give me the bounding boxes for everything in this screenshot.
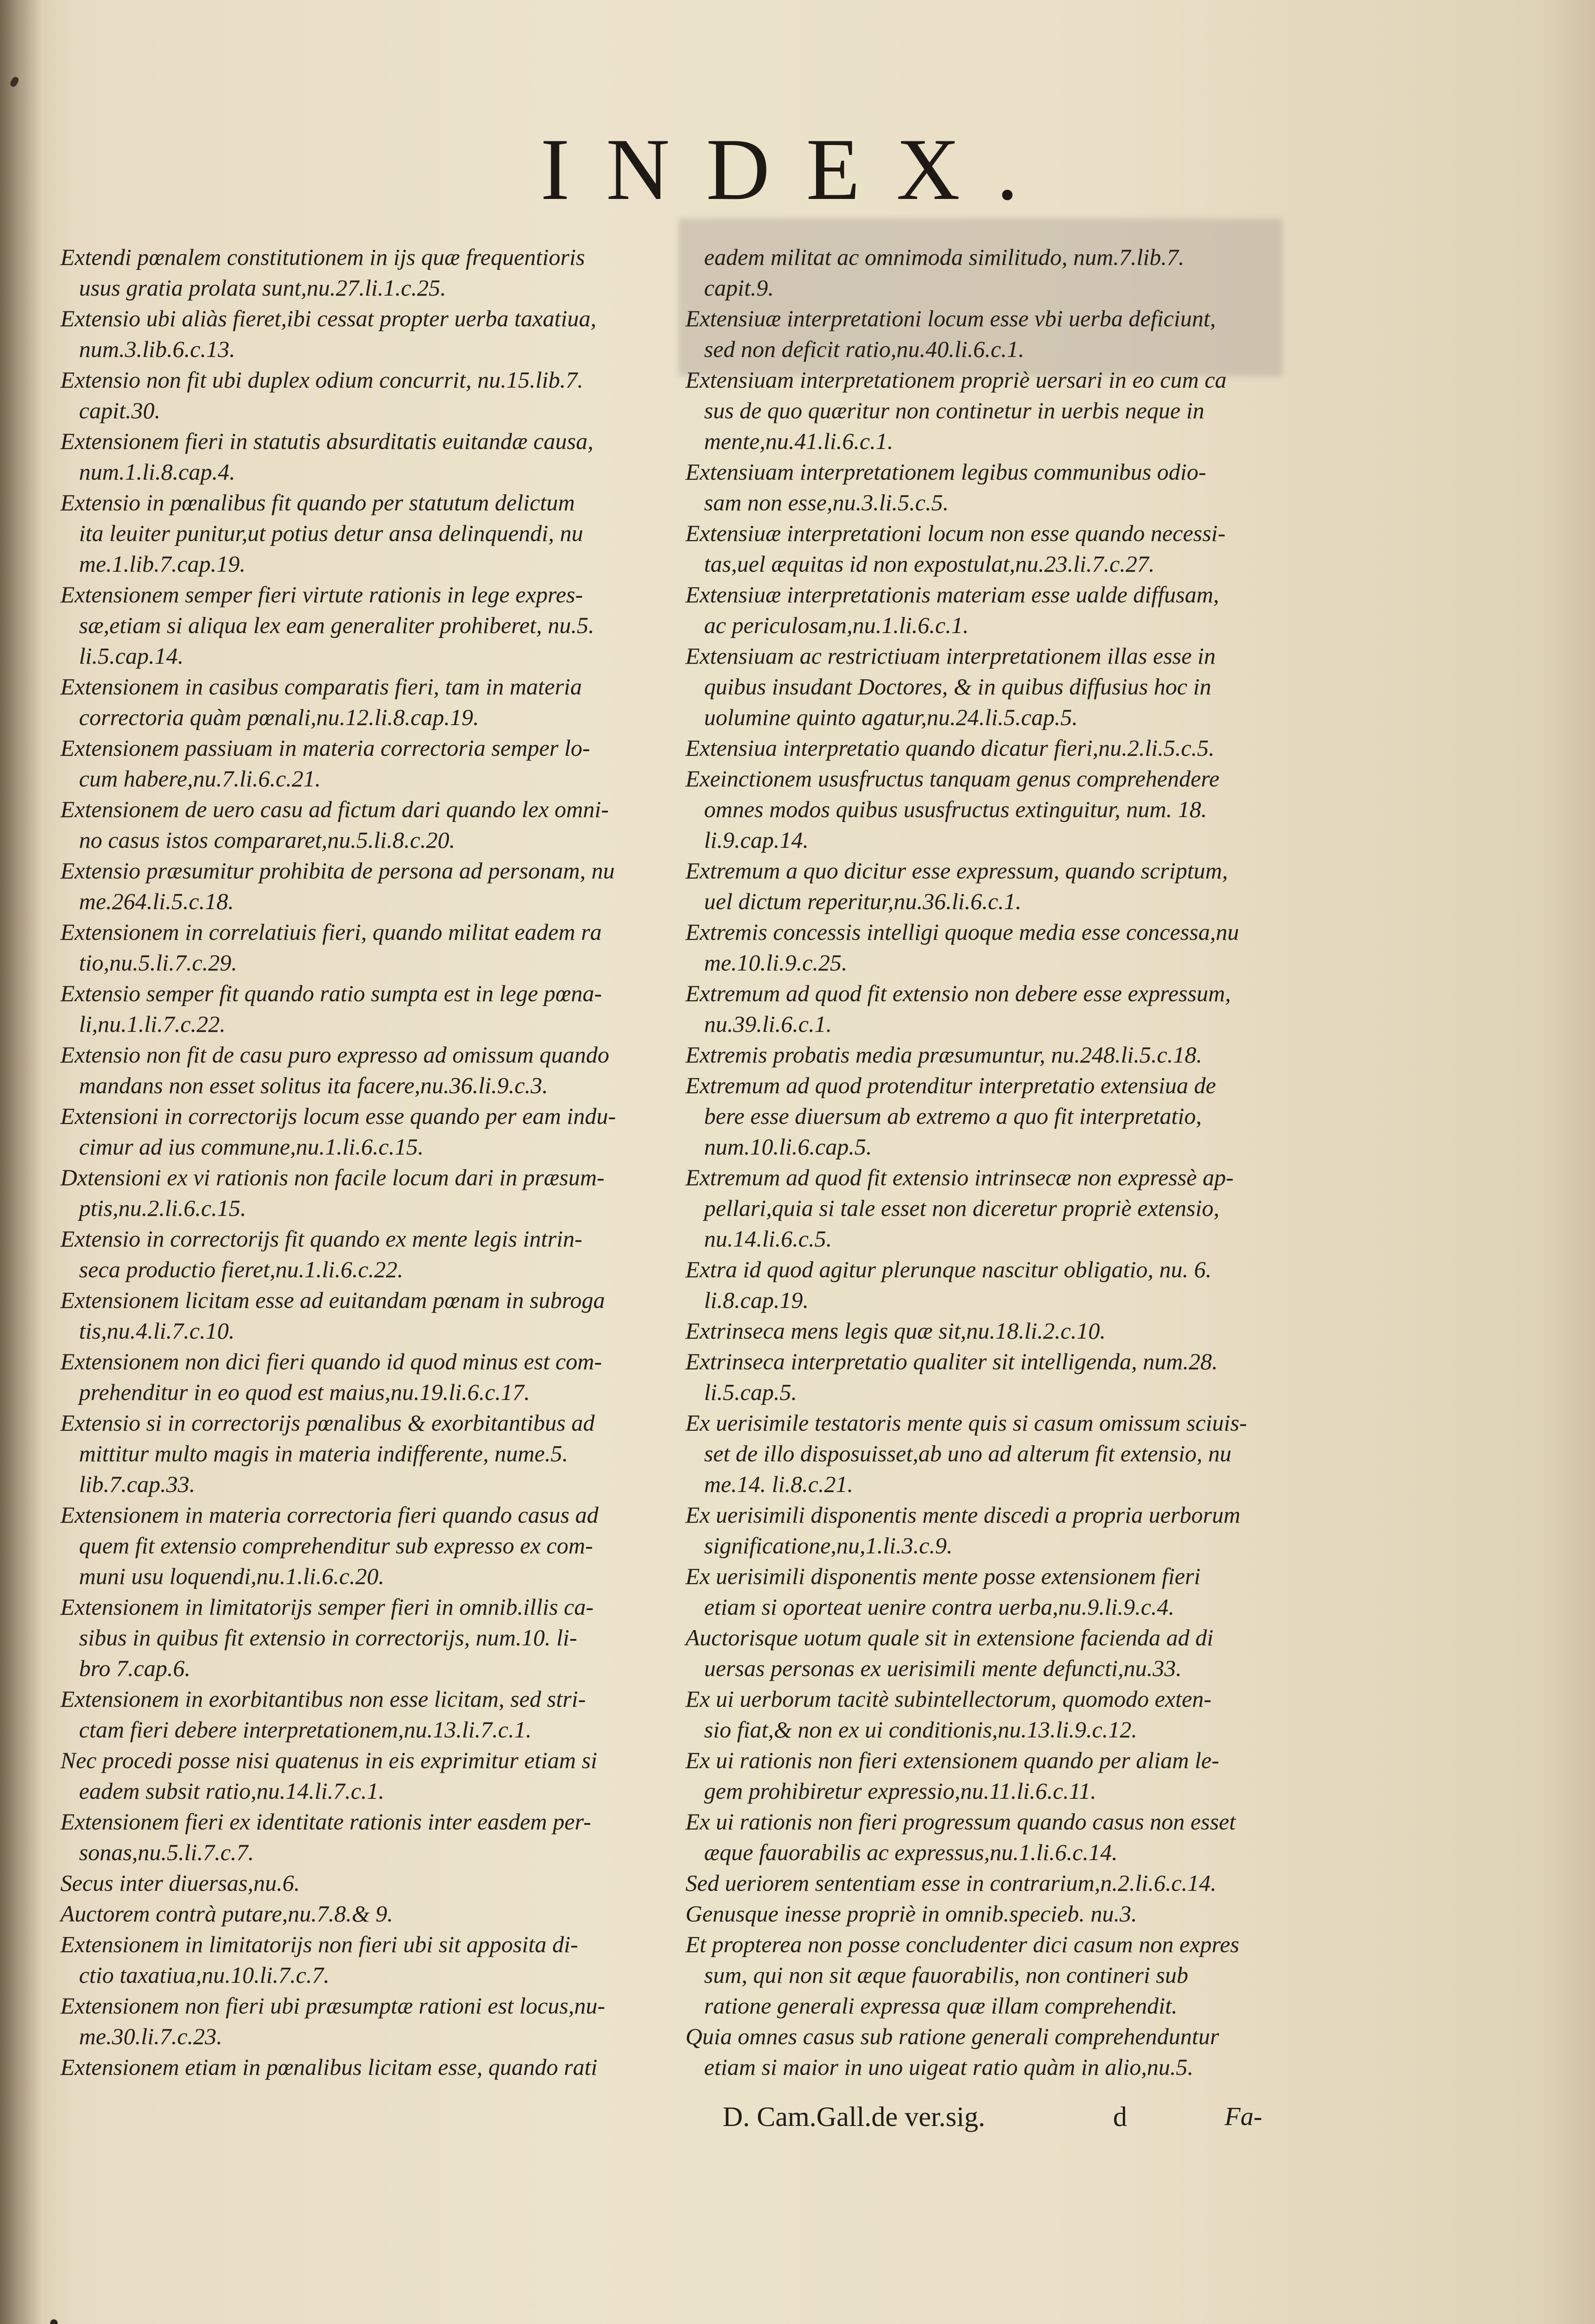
index-line: me.30.li.7.c.23. <box>79 2023 223 2049</box>
index-line: me.10.li.9.c.25. <box>704 950 848 976</box>
index-line: nu.39.li.6.c.1. <box>704 1011 832 1037</box>
index-line: Extensionem fieri ex identitate rationis inter easdem per- <box>60 1809 591 1835</box>
index-line: Ex ui uerborum tacitè subintellectorum, quomodo exten- <box>685 1686 1212 1712</box>
index-line: Sed ueriorem sententiam esse in contrarium,n.2.li.6.c.14. <box>685 1870 1217 1896</box>
page-gutter-shadow <box>0 0 42 2324</box>
index-line: Secus inter diuersas,nu.6. <box>60 1870 300 1896</box>
index-line: Extensio præsumitur prohibita de persona ad personam, nu <box>60 858 615 884</box>
index-line: Extremum a quo dicitur esse expressum, quando scriptum, <box>685 858 1228 884</box>
index-line: Extremum ad quod protenditur interpretatio extensiua de <box>685 1072 1216 1098</box>
index-line: lib.7.cap.33. <box>79 1471 195 1497</box>
index-line: li.9.cap.14. <box>704 827 809 853</box>
index-line: sed non deficit ratio,nu.40.li.6.c.1. <box>704 336 1024 362</box>
index-line: Extra id quod agitur plerunque nascitur obligatio, nu. 6. <box>685 1256 1212 1282</box>
index-line: Exeinctionem ususfructus tanquam genus comprehendere <box>685 766 1219 792</box>
index-line: Extensionem in exorbitantibus non esse licitam, sed stri- <box>60 1686 586 1712</box>
index-line: Extensioni in correctorijs locum esse quando per eam indu- <box>60 1103 616 1129</box>
index-line: quibus insudant Doctores, & in quibus diffusius hoc in <box>704 673 1212 700</box>
index-line: me.264.li.5.c.18. <box>79 888 234 914</box>
index-line: Extensionem passiuam in materia correctoria semper lo- <box>60 735 590 761</box>
index-line: Ex uerisimile testatoris mente quis si casum omissum sciuis- <box>685 1410 1247 1436</box>
index-line: li.5.cap.5. <box>704 1379 797 1405</box>
index-line: pellari,quia si tale esset non diceretur propriè extensio, <box>704 1195 1219 1221</box>
index-line: tis,nu.4.li.7.c.10. <box>79 1318 235 1344</box>
index-line: æque fauorabilis ac expressus,nu.1.li.6.c.14. <box>704 1839 1118 1865</box>
signature-line: D. Cam.Gall.de ver.sig. <box>723 2101 985 2132</box>
catchword: Fa- <box>1225 2102 1262 2131</box>
index-line: sæ,etiam si aliqua lex eam generaliter prohiberet, nu.5. <box>79 612 594 638</box>
index-line: Extremum ad quod fit extensio non debere esse expressum, <box>685 980 1231 1006</box>
index-line: Extensiuæ interpretationi locum esse vbi uerba deficiunt, <box>685 305 1216 331</box>
index-line: Auctorisque uotum quale sit in extensione facienda ad di <box>685 1624 1213 1651</box>
index-line: tas,uel æquitas id non expostulat,nu.23.li.7.c.27. <box>704 551 1155 577</box>
index-line: Extensionem in limitatorijs non fieri ubi sit apposita di- <box>60 1931 578 1957</box>
index-line: Extensionem in materia correctoria fieri quando casus ad <box>60 1502 599 1528</box>
index-line: Extensio in correctorijs fit quando ex mente legis intrin- <box>60 1226 582 1252</box>
index-line: cimur ad ius commune,nu.1.li.6.c.15. <box>79 1134 424 1160</box>
index-line: no casus istos compararet,nu.5.li.8.c.20. <box>79 827 455 853</box>
index-line: bere esse diuersum ab extremo a quo fit interpretatio, <box>704 1103 1202 1129</box>
index-line: Extensionem semper fieri virtute rationis in lege expres- <box>60 581 583 607</box>
index-line: uolumine quinto agatur,nu.24.li.5.cap.5. <box>704 704 1078 730</box>
index-line: sibus in quibus fit extensio in correctorijs, num.10. li- <box>79 1624 577 1651</box>
index-line: Et propterea non posse concludenter dici casum non expres <box>685 1931 1239 1957</box>
index-line: Extensionem non fieri ubi præsumptæ rationi est locus,nu- <box>60 1993 606 2019</box>
index-line: Extensiuæ interpretationi locum non esse quando necessi- <box>685 520 1226 546</box>
signature-mark: d <box>1113 2101 1127 2132</box>
index-line: Dxtensioni ex vi rationis non facile locum dari in præsum- <box>60 1164 605 1190</box>
index-line: Ex uerisimili disponentis mente discedi a propria uerborum <box>685 1502 1240 1528</box>
index-line: ac periculosam,nu.1.li.6.c.1. <box>704 612 969 638</box>
index-line: ctam fieri debere interpretationem,nu.13.li.7.c.1. <box>79 1717 532 1743</box>
index-line: Extensio non fit de casu puro expresso ad omissum quando <box>60 1042 609 1068</box>
index-line: sus de quo quæritur non continetur in uerbis neque in <box>704 397 1205 423</box>
index-line: Ex uerisimili disponentis mente posse extensionem fieri <box>685 1563 1201 1589</box>
index-line: ptis,nu.2.li.6.c.15. <box>79 1195 246 1221</box>
index-line: Extremis concessis intelligi quoque media esse concessa,nu <box>685 919 1239 945</box>
ink-mark <box>50 2319 58 2324</box>
index-line: Extensiuam interpretationem legibus communibus odio- <box>685 459 1206 485</box>
index-line: prehenditur in eo quod est maius,nu.19.li.6.c.17. <box>79 1379 530 1405</box>
index-line: bro 7.cap.6. <box>79 1655 191 1681</box>
index-line: Nec procedi posse nisi quatenus in eis exprimitur etiam si <box>60 1747 597 1773</box>
index-line: Extensio semper fit quando ratio sumpta est in lege pœna- <box>60 980 602 1006</box>
index-line: Auctorem contrà putare,nu.7.8.& 9. <box>60 1901 393 1927</box>
index-line: mittitur multo magis in materia indifferente, nume.5. <box>79 1440 568 1466</box>
index-line: Extensionem de uero casu ad fictum dari quando lex omni- <box>60 796 609 822</box>
index-line: Extensionem etiam in pœnalibus licitam esse, quando rati <box>60 2054 598 2080</box>
index-line: ratione generali expressa quæ illam comprehendit. <box>704 1993 1178 2019</box>
index-line: Extensiuam interpretationem propriè uersari in eo cum ca <box>685 367 1227 393</box>
index-line: me.14. li.8.c.21. <box>704 1471 853 1497</box>
index-line: etiam si maior in uno uigeat ratio quàm in alio,nu.5. <box>704 2054 1193 2080</box>
index-line: Extremum ad quod fit extensio intrinsecæ non expressè ap- <box>685 1164 1234 1190</box>
page-title: INDEX. <box>540 121 1055 218</box>
index-line: li.8.cap.19. <box>704 1287 809 1313</box>
index-line: Ex ui rationis non fieri progressum quando casus non esset <box>685 1809 1236 1835</box>
index-line: num.3.lib.6.c.13. <box>79 336 236 362</box>
index-line: nu.14.li.6.c.5. <box>704 1226 832 1252</box>
index-line: usus gratia prolata sunt,nu.27.li.1.c.25. <box>79 275 446 301</box>
index-line: seca productio fieret,nu.1.li.6.c.22. <box>79 1256 403 1282</box>
index-line: Extensio ubi aliàs fieret,ibi cessat propter uerba taxatiua, <box>60 305 597 331</box>
index-line: quem fit extensio comprehenditur sub expresso ex com- <box>79 1532 593 1558</box>
index-line: ita leuiter punitur,ut potius detur ansa delinquendi, nu <box>79 520 583 546</box>
index-line: ctio taxatiua,nu.10.li.7.c.7. <box>79 1962 330 1988</box>
index-line: mandans non esset solitus ita facere,nu.36.li.9.c.3. <box>79 1072 548 1098</box>
index-line: set de illo disposuisset,ab uno ad alterum fit extensio, nu <box>704 1440 1232 1466</box>
index-line: etiam si oporteat uenire contra uerba,nu.9.li.9.c.4. <box>704 1594 1174 1620</box>
index-line: Extensio si in correctorijs pœnalibus & exorbitantibus ad <box>60 1410 595 1436</box>
index-line: li,nu.1.li.7.c.22. <box>79 1011 226 1037</box>
index-line: Extensionem fieri in statutis absurditatis euitandæ causa, <box>60 428 593 454</box>
index-line: Extremis probatis media præsumuntur, nu.248.li.5.c.18. <box>685 1042 1202 1068</box>
index-line: omnes modos quibus ususfructus extinguitur, num. 18. <box>704 796 1207 822</box>
index-line: sam non esse,nu.3.li.5.c.5. <box>704 489 949 515</box>
index-line: gem prohibiretur expressio,nu.11.li.6.c.11. <box>704 1778 1096 1804</box>
index-line: correctoria quàm pœnali,nu.12.li.8.cap.19. <box>79 704 479 730</box>
index-line: capit.30. <box>79 397 160 423</box>
index-line: Extensionem non dici fieri quando id quod minus est com- <box>60 1348 602 1374</box>
index-line: Extensiuam ac restrictiuam interpretationem illas esse in <box>685 643 1216 669</box>
index-line: Extensionem in casibus comparatis fieri, tam in materia <box>60 673 582 700</box>
index-line: Extensionem licitam esse ad euitandam pœnam in subroga <box>60 1287 605 1313</box>
index-line: num.10.li.6.cap.5. <box>704 1134 872 1160</box>
index-line: Extrinseca interpretatio qualiter sit intelligenda, num.28. <box>685 1348 1218 1374</box>
index-line: eadem subsit ratio,nu.14.li.7.c.1. <box>79 1778 384 1804</box>
index-line: Ex ui rationis non fieri extensionem quando per aliam le- <box>685 1747 1219 1773</box>
index-line: sio fiat,& non ex ui conditionis,nu.13.li.9.c.12. <box>704 1717 1137 1743</box>
index-line: Extendi pœnalem constitutionem in ijs quæ frequentioris <box>60 244 585 270</box>
index-line: significatione,nu,1.li.3.c.9. <box>704 1532 953 1558</box>
index-line: tio,nu.5.li.7.c.29. <box>79 950 237 976</box>
index-line: li.5.cap.14. <box>79 643 184 669</box>
index-line: capit.9. <box>704 275 774 301</box>
index-line: Extensio in pœnalibus fit quando per statutum delictum <box>60 489 575 515</box>
index-line: Extensiua interpretatio quando dicatur fieri,nu.2.li.5.c.5. <box>685 735 1215 761</box>
index-line: me.1.lib.7.cap.19. <box>79 551 246 577</box>
index-line: uel dictum reperitur,nu.36.li.6.c.1. <box>704 888 1022 914</box>
index-line: num.1.li.8.cap.4. <box>79 459 236 485</box>
index-line: cum habere,nu.7.li.6.c.21. <box>79 766 321 792</box>
index-line: Quia omnes casus sub ratione generali comprehenduntur <box>685 2023 1219 2049</box>
index-line: sum, qui non sit æque fauorabilis, non contineri sub <box>704 1962 1188 1988</box>
index-line: mente,nu.41.li.6.c.1. <box>704 428 893 454</box>
index-line: eadem militat ac omnimoda similitudo, num.7.lib.7. <box>704 244 1185 270</box>
index-line: muni usu loquendi,nu.1.li.6.c.20. <box>79 1563 384 1589</box>
index-line: Extensio non fit ubi duplex odium concurrit, nu.15.lib.7. <box>60 367 583 393</box>
index-column-left <box>60 242 674 2082</box>
index-line: Extensionem in correlatiuis fieri, quando militat eadem ra <box>60 919 602 945</box>
index-line: Extensionem in limitatorijs semper fieri in omnib.illis ca- <box>60 1594 594 1620</box>
index-line: uersas personas ex uerisimili mente defuncti,nu.33. <box>704 1655 1182 1681</box>
index-line: Genusque inesse propriè in omnib.specieb. nu.3. <box>685 1901 1137 1927</box>
index-line: Extrinseca mens legis quæ sit,nu.18.li.2.c.10. <box>685 1318 1106 1344</box>
index-line: sonas,nu.5.li.7.c.7. <box>79 1839 254 1865</box>
index-column-right <box>685 242 1304 2082</box>
index-line: Extensiuæ interpretationis materiam esse ualde diffusam, <box>685 581 1219 607</box>
